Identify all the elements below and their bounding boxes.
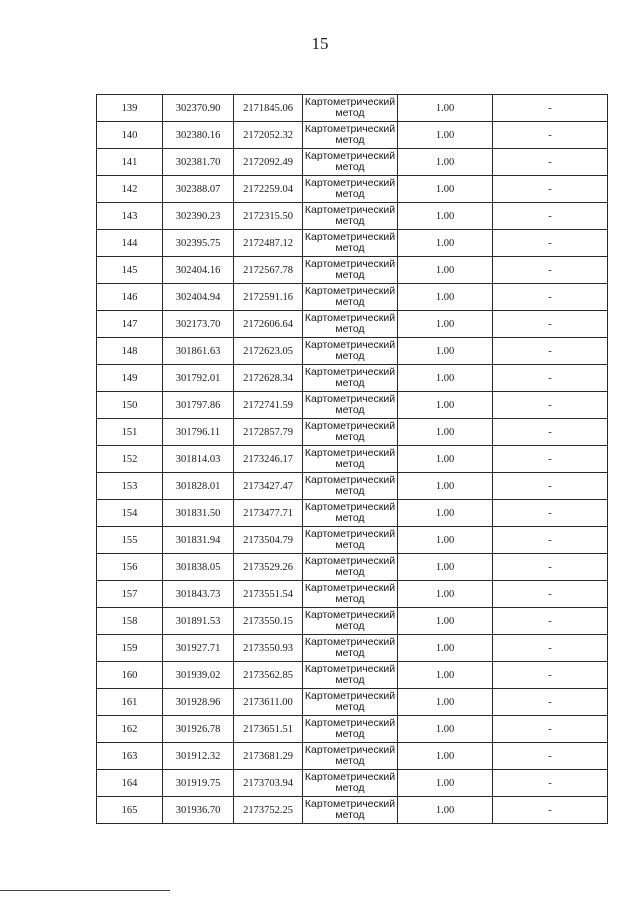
y-coordinate-cell: 2171845.06 (234, 95, 303, 122)
accuracy-cell: 1.00 (398, 608, 493, 635)
method-cell (303, 230, 398, 257)
point-number-cell: 141 (97, 149, 163, 176)
method-line-2: метод (335, 620, 365, 632)
table-row (97, 149, 608, 176)
note-cell: - (493, 122, 608, 149)
x-coordinate-cell: 302370.90 (163, 95, 234, 122)
method-line-1: Картометрический (304, 339, 396, 351)
method-line-1: Картометрический (304, 528, 396, 540)
point-number-cell: 156 (97, 554, 163, 581)
method-cell (303, 500, 398, 527)
accuracy-cell: 1.00 (398, 527, 493, 554)
y-coordinate-cell: 2173562.85 (234, 662, 303, 689)
x-coordinate-cell: 301838.05 (163, 554, 234, 581)
table-row (97, 392, 608, 419)
point-number-cell: 152 (97, 446, 163, 473)
accuracy-cell: 1.00 (398, 743, 493, 770)
coordinates-table-body (97, 95, 608, 824)
accuracy-cell: 1.00 (398, 311, 493, 338)
x-coordinate-cell: 301936.70 (163, 797, 234, 824)
method-line-2: метод (335, 188, 365, 200)
x-coordinate-cell: 302380.16 (163, 122, 234, 149)
x-coordinate-cell: 302388.07 (163, 176, 234, 203)
table-row (97, 203, 608, 230)
method-line-2: метод (335, 431, 365, 443)
note-cell: - (493, 770, 608, 797)
method-cell (303, 662, 398, 689)
note-cell: - (493, 257, 608, 284)
point-number-cell: 161 (97, 689, 163, 716)
accuracy-cell: 1.00 (398, 581, 493, 608)
method-cell (303, 689, 398, 716)
note-cell: - (493, 473, 608, 500)
y-coordinate-cell: 2172259.04 (234, 176, 303, 203)
point-number-cell: 140 (97, 122, 163, 149)
table-row (97, 122, 608, 149)
method-line-1: Картометрический (304, 663, 396, 675)
y-coordinate-cell: 2172052.32 (234, 122, 303, 149)
point-number-cell: 151 (97, 419, 163, 446)
table-row (97, 554, 608, 581)
table-row (97, 500, 608, 527)
table-row (97, 635, 608, 662)
note-cell: - (493, 311, 608, 338)
method-line-1: Картометрический (304, 555, 396, 567)
point-number-cell: 155 (97, 527, 163, 554)
note-cell: - (493, 392, 608, 419)
accuracy-cell: 1.00 (398, 230, 493, 257)
method-cell (303, 446, 398, 473)
method-line-2: метод (335, 296, 365, 308)
y-coordinate-cell: 2173477.71 (234, 500, 303, 527)
x-coordinate-cell: 301926.78 (163, 716, 234, 743)
note-cell: - (493, 500, 608, 527)
accuracy-cell: 1.00 (398, 257, 493, 284)
point-number-cell: 148 (97, 338, 163, 365)
method-line-1: Картометрический (304, 744, 396, 756)
accuracy-cell: 1.00 (398, 149, 493, 176)
table-row (97, 527, 608, 554)
x-coordinate-cell: 301831.94 (163, 527, 234, 554)
method-cell (303, 743, 398, 770)
method-line-1: Картометрический (304, 312, 396, 324)
method-line-2: метод (335, 485, 365, 497)
method-cell (303, 419, 398, 446)
note-cell: - (493, 662, 608, 689)
y-coordinate-cell: 2172857.79 (234, 419, 303, 446)
x-coordinate-cell: 302381.70 (163, 149, 234, 176)
table-row (97, 95, 608, 122)
x-coordinate-cell: 301891.53 (163, 608, 234, 635)
y-coordinate-cell: 2173529.26 (234, 554, 303, 581)
note-cell: - (493, 635, 608, 662)
table-row (97, 419, 608, 446)
x-coordinate-cell: 302395.75 (163, 230, 234, 257)
method-line-1: Картометрический (304, 258, 396, 270)
table-row (97, 689, 608, 716)
note-cell: - (493, 581, 608, 608)
method-cell (303, 716, 398, 743)
point-number-cell: 145 (97, 257, 163, 284)
accuracy-cell: 1.00 (398, 635, 493, 662)
accuracy-cell: 1.00 (398, 338, 493, 365)
method-line-1: Картометрический (304, 177, 396, 189)
method-line-1: Картометрический (304, 420, 396, 432)
method-line-2: метод (335, 269, 365, 281)
y-coordinate-cell: 2173550.93 (234, 635, 303, 662)
method-line-1: Картометрический (304, 393, 396, 405)
x-coordinate-cell: 301797.86 (163, 392, 234, 419)
x-coordinate-cell: 302390.23 (163, 203, 234, 230)
table-row (97, 662, 608, 689)
y-coordinate-cell: 2172567.78 (234, 257, 303, 284)
method-line-1: Картометрический (304, 690, 396, 702)
method-cell (303, 365, 398, 392)
method-line-1: Картометрический (304, 123, 396, 135)
point-number-cell: 159 (97, 635, 163, 662)
y-coordinate-cell: 2172623.05 (234, 338, 303, 365)
note-cell: - (493, 419, 608, 446)
note-cell: - (493, 176, 608, 203)
method-line-2: метод (335, 701, 365, 713)
method-line-1: Картометрический (304, 636, 396, 648)
table-row (97, 743, 608, 770)
method-line-1: Картометрический (304, 771, 396, 783)
y-coordinate-cell: 2172315.50 (234, 203, 303, 230)
note-cell: - (493, 716, 608, 743)
method-line-2: метод (335, 107, 365, 119)
note-cell: - (493, 149, 608, 176)
x-coordinate-cell: 301927.71 (163, 635, 234, 662)
method-cell (303, 338, 398, 365)
y-coordinate-cell: 2173752.25 (234, 797, 303, 824)
table-row (97, 797, 608, 824)
accuracy-cell: 1.00 (398, 95, 493, 122)
accuracy-cell: 1.00 (398, 419, 493, 446)
method-line-2: метод (335, 647, 365, 659)
accuracy-cell: 1.00 (398, 716, 493, 743)
page-number: 15 (311, 34, 329, 53)
method-line-2: метод (335, 404, 365, 416)
note-cell: - (493, 743, 608, 770)
method-line-2: метод (335, 512, 365, 524)
point-number-cell: 143 (97, 203, 163, 230)
x-coordinate-cell: 301861.63 (163, 338, 234, 365)
accuracy-cell: 1.00 (398, 662, 493, 689)
table-row (97, 770, 608, 797)
method-line-2: метод (335, 323, 365, 335)
x-coordinate-cell: 302404.16 (163, 257, 234, 284)
method-cell (303, 203, 398, 230)
x-coordinate-cell: 301919.75 (163, 770, 234, 797)
point-number-cell: 157 (97, 581, 163, 608)
x-coordinate-cell: 302404.94 (163, 284, 234, 311)
table-row (97, 176, 608, 203)
point-number-cell: 147 (97, 311, 163, 338)
x-coordinate-cell: 301843.73 (163, 581, 234, 608)
table-row (97, 473, 608, 500)
note-cell: - (493, 284, 608, 311)
y-coordinate-cell: 2172628.34 (234, 365, 303, 392)
y-coordinate-cell: 2172092.49 (234, 149, 303, 176)
accuracy-cell: 1.00 (398, 284, 493, 311)
method-line-2: метод (335, 242, 365, 254)
table-row (97, 581, 608, 608)
table-row (97, 338, 608, 365)
accuracy-cell: 1.00 (398, 203, 493, 230)
accuracy-cell: 1.00 (398, 554, 493, 581)
point-number-cell: 149 (97, 365, 163, 392)
point-number-cell: 162 (97, 716, 163, 743)
method-line-2: метод (335, 539, 365, 551)
method-cell (303, 797, 398, 824)
note-cell: - (493, 527, 608, 554)
method-line-1: Картометрический (304, 231, 396, 243)
method-line-1: Картометрический (304, 501, 396, 513)
table-row (97, 608, 608, 635)
y-coordinate-cell: 2173246.17 (234, 446, 303, 473)
footer-rule (0, 890, 170, 891)
method-cell (303, 311, 398, 338)
method-line-2: метод (335, 728, 365, 740)
coordinates-table (96, 94, 608, 824)
y-coordinate-cell: 2173681.29 (234, 743, 303, 770)
method-cell (303, 608, 398, 635)
table-row (97, 311, 608, 338)
method-line-1: Картометрический (304, 96, 396, 108)
accuracy-cell: 1.00 (398, 122, 493, 149)
accuracy-cell: 1.00 (398, 473, 493, 500)
y-coordinate-cell: 2173504.79 (234, 527, 303, 554)
method-cell (303, 770, 398, 797)
accuracy-cell: 1.00 (398, 689, 493, 716)
method-line-1: Картометрический (304, 285, 396, 297)
table-row (97, 230, 608, 257)
y-coordinate-cell: 2173703.94 (234, 770, 303, 797)
method-cell (303, 554, 398, 581)
note-cell: - (493, 95, 608, 122)
method-line-2: метод (335, 809, 365, 821)
accuracy-cell: 1.00 (398, 176, 493, 203)
method-cell (303, 149, 398, 176)
note-cell: - (493, 203, 608, 230)
y-coordinate-cell: 2172591.16 (234, 284, 303, 311)
note-cell: - (493, 365, 608, 392)
method-line-1: Картометрический (304, 582, 396, 594)
point-number-cell: 139 (97, 95, 163, 122)
y-coordinate-cell: 2172606.64 (234, 311, 303, 338)
y-coordinate-cell: 2173427.47 (234, 473, 303, 500)
point-number-cell: 160 (97, 662, 163, 689)
accuracy-cell: 1.00 (398, 770, 493, 797)
note-cell: - (493, 446, 608, 473)
y-coordinate-cell: 2173651.51 (234, 716, 303, 743)
y-coordinate-cell: 2173611.00 (234, 689, 303, 716)
y-coordinate-cell: 2172487.12 (234, 230, 303, 257)
method-cell (303, 527, 398, 554)
table-row (97, 446, 608, 473)
method-line-1: Картометрический (304, 150, 396, 162)
method-line-1: Картометрический (304, 798, 396, 810)
method-line-2: метод (335, 377, 365, 389)
method-cell (303, 95, 398, 122)
table-row (97, 716, 608, 743)
method-line-2: метод (335, 350, 365, 362)
method-line-1: Картометрический (304, 366, 396, 378)
x-coordinate-cell: 301831.50 (163, 500, 234, 527)
note-cell: - (493, 689, 608, 716)
x-coordinate-cell: 301928.96 (163, 689, 234, 716)
method-line-2: метод (335, 593, 365, 605)
method-line-2: метод (335, 458, 365, 470)
method-line-2: метод (335, 782, 365, 794)
table-row (97, 365, 608, 392)
method-line-2: метод (335, 161, 365, 173)
method-line-2: метод (335, 755, 365, 767)
point-number-cell: 158 (97, 608, 163, 635)
method-line-1: Картометрический (304, 447, 396, 459)
x-coordinate-cell: 301792.01 (163, 365, 234, 392)
method-cell (303, 473, 398, 500)
y-coordinate-cell: 2172741.59 (234, 392, 303, 419)
point-number-cell: 144 (97, 230, 163, 257)
method-cell (303, 284, 398, 311)
point-number-cell: 150 (97, 392, 163, 419)
note-cell: - (493, 338, 608, 365)
accuracy-cell: 1.00 (398, 797, 493, 824)
point-number-cell: 142 (97, 176, 163, 203)
table-row (97, 284, 608, 311)
method-cell (303, 392, 398, 419)
table-row (97, 257, 608, 284)
method-line-2: метод (335, 566, 365, 578)
x-coordinate-cell: 301912.32 (163, 743, 234, 770)
method-cell (303, 122, 398, 149)
point-number-cell: 165 (97, 797, 163, 824)
method-line-1: Картометрический (304, 609, 396, 621)
accuracy-cell: 1.00 (398, 446, 493, 473)
accuracy-cell: 1.00 (398, 392, 493, 419)
method-line-1: Картометрический (304, 474, 396, 486)
point-number-cell: 146 (97, 284, 163, 311)
point-number-cell: 154 (97, 500, 163, 527)
method-cell (303, 176, 398, 203)
note-cell: - (493, 797, 608, 824)
method-line-2: метод (335, 215, 365, 227)
method-line-2: метод (335, 674, 365, 686)
x-coordinate-cell: 302173.70 (163, 311, 234, 338)
note-cell: - (493, 608, 608, 635)
note-cell: - (493, 554, 608, 581)
method-cell (303, 257, 398, 284)
method-line-1: Картометрический (304, 204, 396, 216)
point-number-cell: 164 (97, 770, 163, 797)
note-cell: - (493, 230, 608, 257)
accuracy-cell: 1.00 (398, 365, 493, 392)
method-cell (303, 581, 398, 608)
x-coordinate-cell: 301828.01 (163, 473, 234, 500)
y-coordinate-cell: 2173551.54 (234, 581, 303, 608)
y-coordinate-cell: 2173550.15 (234, 608, 303, 635)
accuracy-cell: 1.00 (398, 500, 493, 527)
x-coordinate-cell: 301814.03 (163, 446, 234, 473)
x-coordinate-cell: 301939.02 (163, 662, 234, 689)
method-line-1: Картометрический (304, 717, 396, 729)
point-number-cell: 153 (97, 473, 163, 500)
x-coordinate-cell: 301796.11 (163, 419, 234, 446)
method-cell (303, 635, 398, 662)
point-number-cell: 163 (97, 743, 163, 770)
method-line-2: метод (335, 134, 365, 146)
